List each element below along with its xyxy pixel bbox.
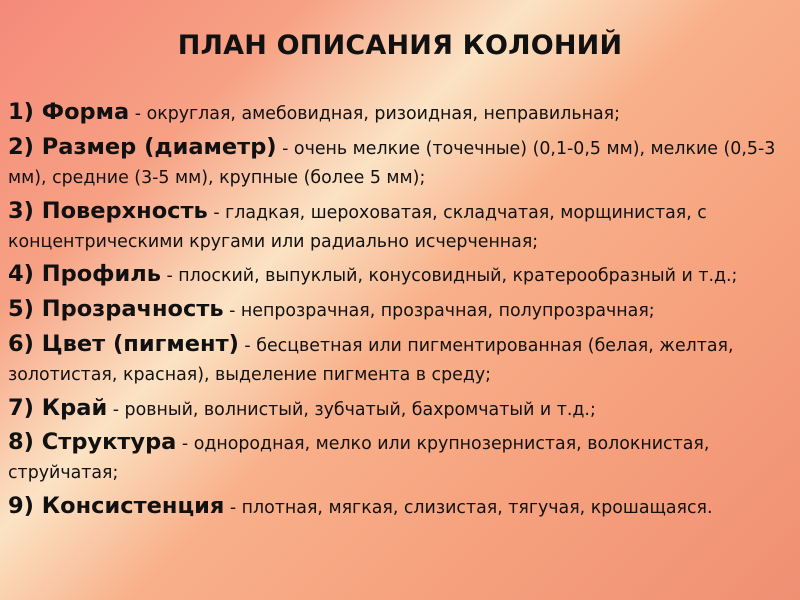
criteria-description: - непрозрачная, прозрачная, полупрозрачная; (223, 301, 655, 322)
criteria-description: - гладкая, шероховатая, складчатая, морщинистая, с концентрическими кругами или радиально исчерченная; (8, 202, 707, 252)
criteria-description: - ровный, волнистый, зубчатый, бахромчатый и т.д.; (107, 399, 596, 420)
criteria-term: 2) Размер (диаметр) (8, 134, 277, 161)
criteria-item-structure (8, 428, 792, 488)
criteria-term: 7) Край (8, 394, 108, 421)
criteria-item-color (8, 330, 792, 390)
criteria-description: - бесцветная или пигментированная (белая, желтая, золотистая, красная), выделение пигмента в среду; (8, 335, 734, 385)
criteria-item-shape (8, 98, 792, 129)
criteria-term: 8) Структура (8, 429, 177, 456)
criteria-term: 3) Поверхность (8, 197, 208, 224)
criteria-item-surface (8, 197, 792, 257)
criteria-term: 9) Консистенция (8, 492, 225, 519)
criteria-term: 1) Форма (8, 99, 130, 126)
slide-title: ПЛАН ОПИСАНИЯ КОЛОНИЙ (177, 30, 623, 61)
criteria-description: - очень мелкие (точечные) (0,1-0,5 мм), мелкие (0,5-3 мм), средние (3-5 мм), крупные (более 5 мм); (8, 139, 776, 188)
criteria-item-profile (8, 260, 792, 291)
criteria-term: 4) Профиль (8, 261, 161, 288)
criteria-term: 6) Цвет (пигмент) (8, 330, 239, 357)
criteria-item-consistency (8, 492, 792, 523)
criteria-item-transparency (8, 295, 792, 326)
criteria-term: 5) Прозрачность (8, 296, 224, 323)
criteria-item-edge (8, 394, 792, 425)
criteria-description: - однородная, мелко или крупнозернистая, волокнистая, струйчатая; (8, 434, 710, 484)
criteria-item-size (8, 133, 792, 193)
criteria-description: - плотная, мягкая, слизистая, тягучая, крошащаяся. (224, 497, 713, 518)
criteria-description: - плоский, выпуклый, конусовидный, кратерообразный и т.д.; (160, 266, 738, 287)
criteria-list (8, 98, 792, 522)
criteria-description: - округлая, амебовидная, ризоидная, неправильная; (129, 104, 620, 125)
